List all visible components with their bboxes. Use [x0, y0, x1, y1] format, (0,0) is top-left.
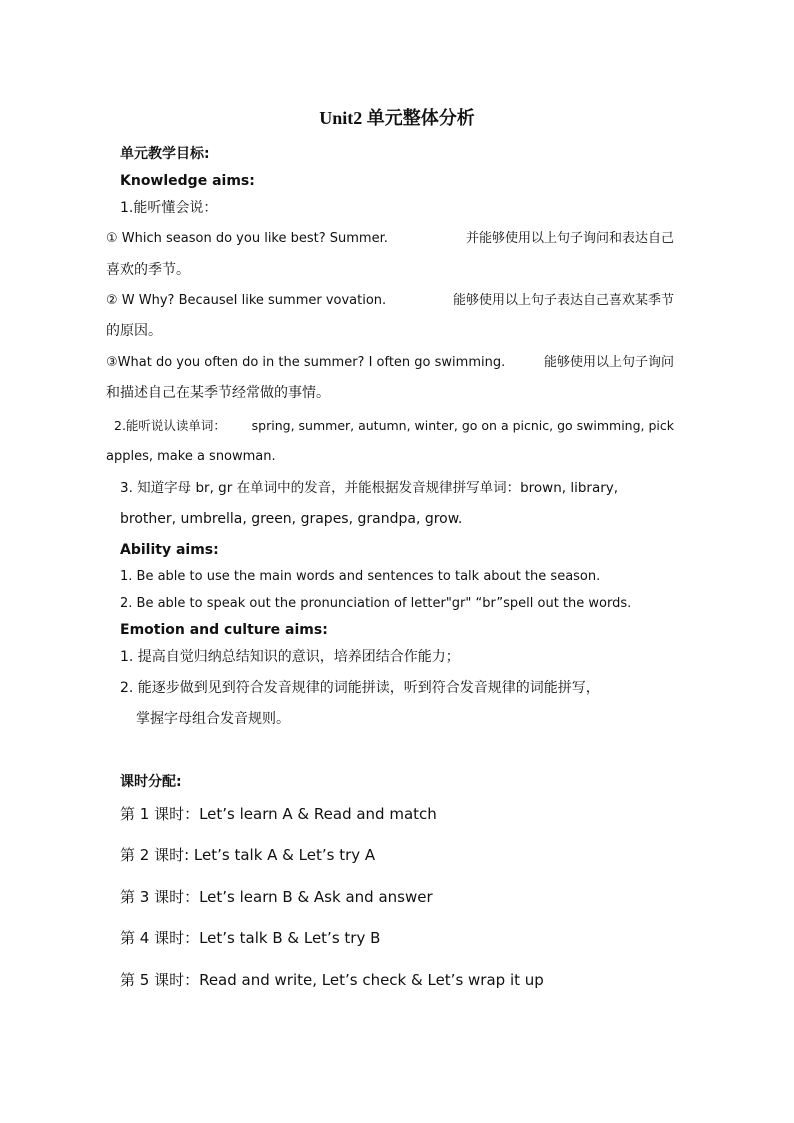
sentence-text: ① Which season do you like best? Summer.	[106, 231, 388, 246]
lesson-1: 第 1 课时：Let’s learn A & Read and match	[120, 805, 437, 823]
lesson-2: 第 2 课时: Let’s talk A & Let’s try A	[120, 846, 376, 864]
knowledge-phonics-line-1: 3. 知道字母 br, gr 在单词中的发音，并能根据发音规律拼写单词：brown, library,	[120, 480, 619, 496]
lesson-4: 第 4 课时：Let’s talk B & Let’s try B	[120, 929, 381, 947]
emotion-item-2-line-2: 掌握字母组合发音规则。	[136, 711, 290, 727]
knowledge-item-3-line-1	[106, 354, 674, 372]
lessons-heading: 课时分配:	[120, 774, 182, 790]
knowledge-words-line-1	[114, 417, 674, 435]
sentence-description: 能够使用以上句子表达自己喜欢某季节	[452, 293, 674, 308]
words-label: 2.能听说认读单词：	[114, 418, 226, 433]
ability-item-2: 2. Be able to speak out the pronunciation of letter"gr" “br”spell out the words.	[120, 596, 632, 611]
sentence-text: ② W Why? BecauseI like summer vovation.	[106, 293, 387, 308]
document-title: Unit2 单元整体分析	[319, 108, 475, 128]
emotion-item-1: 1. 提高自觉归纳总结知识的意识，培养团结合作能力；	[120, 649, 460, 665]
emotion-item-2-line-1: 2. 能逐步做到见到符合发音规律的词能拼读，听到符合发音规律的词能拼写，	[120, 680, 600, 696]
ability-item-1: 1. Be able to use the main words and sentences to talk about the season.	[120, 569, 601, 584]
sentence-description: 能够使用以上句子询问	[543, 355, 674, 370]
knowledge-item-2-line-1	[106, 292, 674, 310]
knowledge-aims-heading: Knowledge aims:	[120, 173, 255, 189]
knowledge-intro: 1.能听懂会说：	[120, 200, 218, 216]
emotion-aims-heading: Emotion and culture aims:	[120, 622, 328, 638]
knowledge-words-line-2: apples, make a snowman.	[106, 449, 276, 464]
sentence-description: 并能够使用以上句子询问和表达自己	[465, 231, 674, 246]
words-list: spring, summer, autumn, winter, go on a picnic, go swimming, pick	[251, 418, 674, 433]
knowledge-item-3-line-2: 和描述自己在某季节经常做的事情。	[106, 385, 330, 401]
ability-aims-heading: Ability aims:	[120, 542, 219, 558]
lesson-5: 第 5 课时：Read and write, Let’s check & Let’s wrap it up	[120, 971, 544, 989]
knowledge-item-1-line-2: 喜欢的季节。	[106, 262, 190, 278]
knowledge-item-1-line-1	[106, 230, 674, 248]
knowledge-phonics-line-2: brother, umbrella, green, grapes, grandpa, grow.	[120, 511, 463, 527]
lesson-3: 第 3 课时：Let’s learn B & Ask and answer	[120, 888, 433, 906]
sentence-text: ③What do you often do in the summer? I often go swimming.	[106, 355, 506, 370]
knowledge-item-2-line-2: 的原因。	[106, 323, 162, 339]
objectives-heading: 单元教学目标:	[120, 146, 210, 162]
